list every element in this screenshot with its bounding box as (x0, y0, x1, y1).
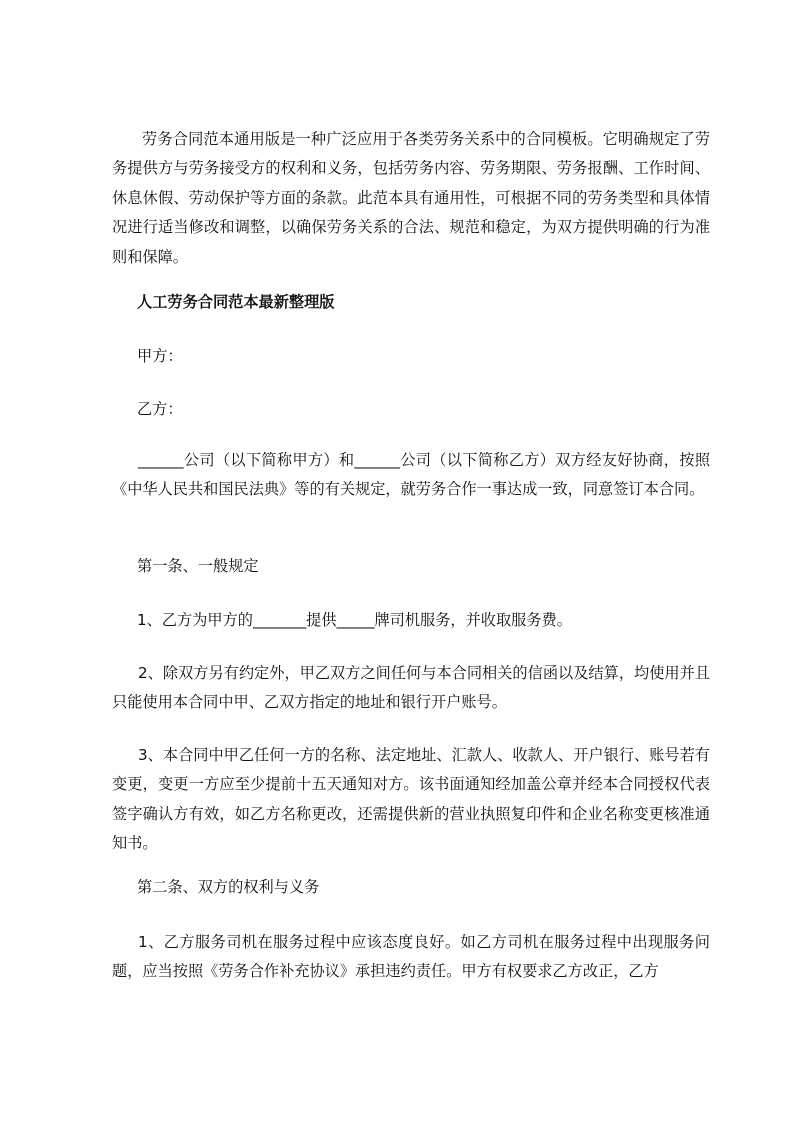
contract-title: 人工劳务合同范本最新整理版 (137, 293, 335, 311)
party-a-label: 甲方： (137, 347, 183, 365)
article1-item3: 3、本合同中甲乙任何一方的名称、法定地址、汇款人、收款人、开户银行、账号若有变更，变更一方应至少提前十五天通知对方。该书面通知经加盖公章并经本合同授权代表签字确认方有效，如乙方名称更改，还需提供新的营业执照复印件和企业名称变更核准通知书。 (112, 746, 710, 853)
party-b-label: 乙方： (137, 400, 183, 418)
intro-paragraph: 劳务合同范本通用版是一种广泛应用于各类劳务关系中的合同模板。它明确规定了劳务提供方与劳务接受方的权利和义务，包括劳务内容、劳务期限、劳务报酬、工作时间、休息休假、劳动保护等方面的条款。此范本具有通用性，可根据不同的劳务类型和具体情况进行适当修改和调整，以确保劳务关系的合法、规范和稳定，为双方提供明确的行为准则和保障。 (112, 130, 710, 266)
article2-heading: 第二条、双方的权利与义务 (137, 878, 320, 896)
preamble-paragraph: ______公司（以下简称甲方）和______公司（以下简称乙方）双方经友好协商，按照《中华人民共和国民法典》等的有关规定，就劳务合作一事达成一致，同意签订本合同。 (112, 451, 710, 499)
article1-item1: 1、乙方为甲方的_______提供_____牌司机服务，并收取服务费。 (137, 611, 572, 629)
article2-item1: 1、乙方服务司机在服务过程中应该态度良好。如乙方司机在服务过程中出现服务问题，应当按照《劳务合作补充协议》承担违约责任。甲方有权要求乙方改正，乙方 (112, 933, 710, 981)
article1-heading: 第一条、一般规定 (137, 557, 259, 575)
article1-item2: 2、除双方另有约定外，甲乙双方之间任何与本合同相关的信函以及结算，均使用并且只能使用本合同中甲、乙双方指定的地址和银行开户账号。 (112, 664, 710, 712)
